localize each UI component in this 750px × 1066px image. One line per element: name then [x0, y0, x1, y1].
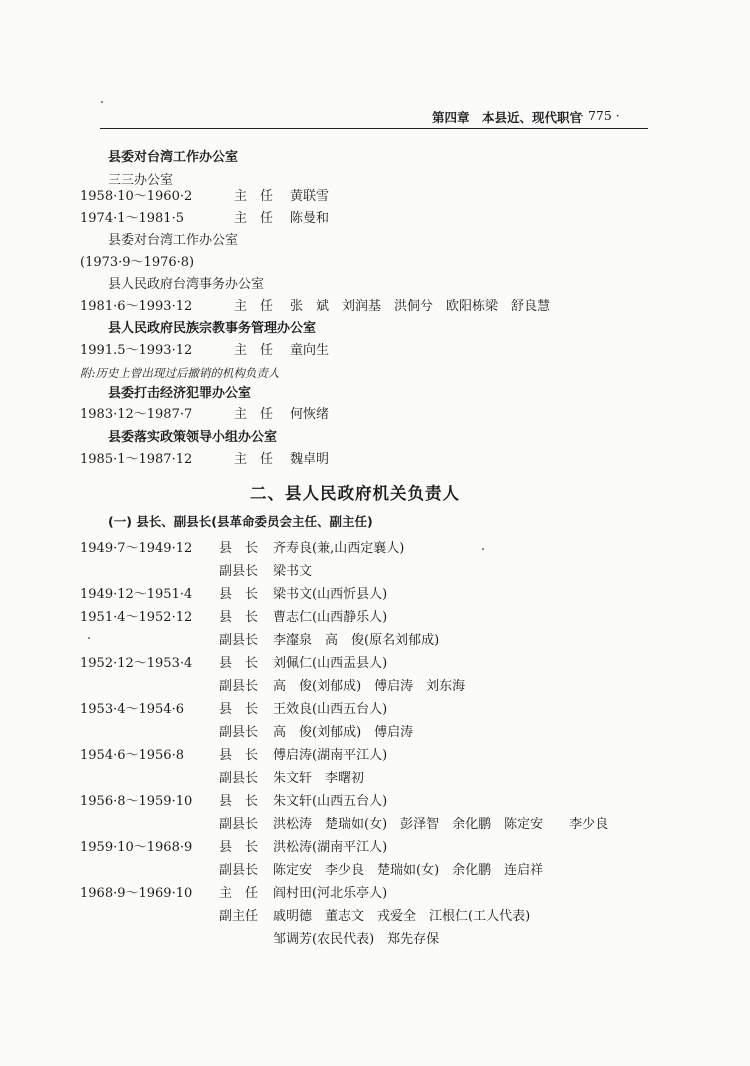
record-title: 县 长 — [219, 587, 259, 602]
record-title: 副县长 — [219, 633, 259, 648]
record-title: 主 任 — [234, 343, 274, 358]
heading-policy-office: 县委落实政策领导小组办公室 — [108, 430, 278, 445]
record-row — [0, 584, 750, 606]
record-row — [0, 676, 750, 698]
record-date: 1952·12～1953·4 — [80, 656, 193, 671]
record-title: 县 长 — [219, 840, 259, 855]
record-title: 主 任 — [234, 407, 274, 422]
record-row — [0, 722, 750, 744]
record-title: 主 任 — [234, 299, 274, 314]
record-date: 1983·12～1987·7 — [80, 407, 193, 422]
record-row — [0, 208, 750, 230]
record-row — [0, 837, 750, 859]
record-row — [0, 296, 750, 318]
record-row — [0, 538, 750, 560]
heading-minzu-office: 县人民政府民族宗教事务管理办公室 — [108, 321, 317, 336]
record-names: 邹调芳(农民代表) 郑先存保 — [273, 932, 440, 947]
record-row — [0, 768, 750, 790]
record-names: 朱文轩 李曙初 — [273, 771, 365, 786]
record-date: 1974·1～1981·5 — [80, 211, 184, 226]
record-names: 洪松涛(湖南平江人) — [273, 840, 388, 855]
heading-economic-crime-office: 县委打击经济犯罪办公室 — [108, 386, 252, 401]
record-row — [0, 449, 750, 471]
record-date: 1954·6～1956·8 — [80, 748, 184, 763]
record-date: 1981·6～1993·12 — [80, 299, 193, 314]
scan-speck — [88, 637, 90, 639]
record-date: 1968·9～1969·10 — [80, 886, 193, 901]
record-date: 1958·10～1960·2 — [80, 189, 193, 204]
scan-speck — [482, 548, 484, 550]
record-title: 主 任 — [219, 886, 259, 901]
record-title: 副县长 — [219, 725, 259, 740]
record-title: 副县长 — [219, 771, 259, 786]
record-title: 县 长 — [219, 541, 259, 556]
record-date: 1985·1～1987·12 — [80, 452, 193, 467]
record-title: 县 长 — [219, 610, 259, 625]
record-names: 曹志仁(山西静乐人) — [273, 610, 388, 625]
record-row — [0, 186, 750, 208]
record-title: 县 长 — [219, 794, 259, 809]
record-title: 县 长 — [219, 702, 259, 717]
record-date: 1956·8～1959·10 — [80, 794, 193, 809]
heading-taiwan-office: 县委对台湾工作办公室 — [108, 150, 239, 165]
record-date: 1951·4～1952·12 — [80, 610, 193, 625]
record-title: 副县长 — [219, 817, 259, 832]
record-date: 1949·7～1949·12 — [80, 541, 193, 556]
record-row — [0, 607, 750, 629]
record-title: 副县长 — [219, 863, 259, 878]
record-names: 朱文轩(山西五台人) — [273, 794, 388, 809]
section-title: 二、县人民政府机关负责人 — [250, 484, 460, 503]
record-names: 高 俊(刘郁成) 傅启涛 刘东海 — [273, 679, 466, 694]
record-title: 副县长 — [219, 564, 259, 579]
record-names: 戚明德 董志文 戎爱全 江根仁(工人代表) — [273, 909, 531, 924]
record-names: 张 斌 刘润基 洪侗兮 欧阳栋梁 舒良慧 — [290, 299, 551, 314]
text-gov-taiwan-office: 县人民政府台湾事务办公室 — [108, 277, 265, 292]
record-names: 梁书文(山西忻县人) — [273, 587, 388, 602]
record-names: 陈定安 李少良 楚瑞如(女) 余化鹏 连启祥 — [273, 863, 544, 878]
record-row — [0, 883, 750, 905]
record-names: 齐寿良(兼,山西定襄人) — [273, 541, 405, 556]
record-date: 1953·4～1954·6 — [80, 702, 184, 717]
record-date: 1991.5～1993·12 — [80, 343, 193, 358]
record-row — [0, 653, 750, 675]
text-taiwan-office-2: 县委对台湾工作办公室 — [108, 233, 239, 248]
record-names: 李瀣泉 高 俊(原名刘郁成) — [273, 633, 440, 648]
record-names: 梁书文 — [273, 564, 313, 579]
record-date: 1959·10～1968·9 — [80, 840, 193, 855]
record-title: 县 长 — [219, 656, 259, 671]
record-title: 主 任 — [234, 452, 274, 467]
record-names: 陈曼和 — [290, 211, 330, 226]
record-row — [0, 929, 750, 951]
running-header-chapter: 第四章 本县近、现代职官 — [432, 110, 583, 125]
record-names: 洪松涛 楚瑞如(女) 彭泽智 余化鹏 陈定安 李少良 — [273, 817, 609, 832]
record-names: 王效良(山西五台人) — [273, 702, 388, 717]
record-row — [0, 860, 750, 882]
record-row — [0, 814, 750, 836]
scan-speck — [101, 101, 103, 103]
record-names: 何恢绪 — [290, 407, 330, 422]
record-title: 副主任 — [219, 909, 259, 924]
record-row — [0, 791, 750, 813]
record-date: 1949·12～1951·4 — [80, 587, 193, 602]
record-names: 刘佩仁(山西盂县人) — [273, 656, 388, 671]
record-names: 童向生 — [290, 343, 330, 358]
subsection-title: (一) 县长、副县长(县革命委员会主任、副主任) — [108, 514, 373, 529]
page-number: · 775 · — [580, 108, 620, 123]
record-row — [0, 699, 750, 721]
record-row — [0, 630, 750, 652]
record-names: 傅启涛(湖南平江人) — [273, 748, 388, 763]
record-names: 高 俊(刘郁成) 傅启涛 — [273, 725, 414, 740]
record-row — [0, 404, 750, 426]
record-title: 主 任 — [234, 211, 274, 226]
record-names: 魏卓明 — [290, 452, 330, 467]
record-row — [0, 340, 750, 362]
note-abolished-offices: 附:历史上曾出现过后撤销的机构负责人 — [80, 366, 280, 380]
record-names: 阎村田(河北乐亭人) — [273, 886, 388, 901]
record-title: 副县长 — [219, 679, 259, 694]
record-names: 黄联雪 — [290, 189, 330, 204]
text-taiwan-office-2-date: (1973·9～1976·8) — [80, 255, 195, 270]
record-row — [0, 745, 750, 767]
header-rule — [100, 128, 648, 129]
text-sansan-office: 三三办公室 — [108, 173, 174, 188]
record-row — [0, 561, 750, 583]
record-title: 主 任 — [234, 189, 274, 204]
record-title: 县 长 — [219, 748, 259, 763]
record-row — [0, 906, 750, 928]
